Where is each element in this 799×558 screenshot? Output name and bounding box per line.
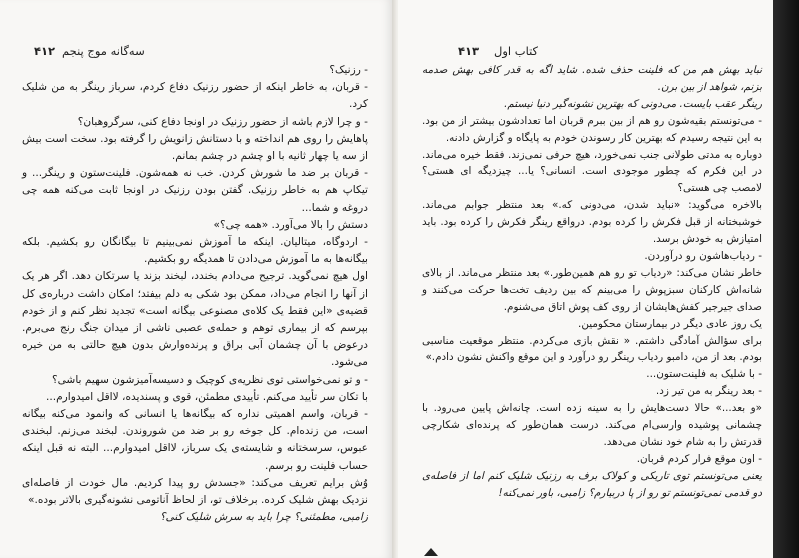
right-page-running-title: کتاب اول bbox=[494, 44, 539, 58]
text-paragraph: - با شلیک به فلینت‌ستون... bbox=[646, 368, 762, 381]
text-paragraph: - قربان، به خاطر اینکه از حضور رزنیک دفاع کردم، سرباز رینگر به من شلیک کرد. bbox=[22, 81, 368, 111]
text-paragraph: «و بعد...» حالا دست‌هایش را به سینه زده است. چانه‌اش پایین می‌رود. با چشمانی پوشیده وارسی‌ام می‌کند. درست همان‌طور که پرنده‌ای شکارچی قدرتش را به شام خود نشان می‌دهد. bbox=[422, 402, 762, 448]
ink-mark bbox=[424, 548, 438, 556]
text-paragraph: - اون موقع فرار کردم قربان. bbox=[636, 452, 762, 465]
text-paragraph: - قربان، واسم اهمیتی نداره که بیگانه‌ها یا انسانی که وانمود می‌کنه بیگانه است، من زنده‌ام. کل جوخه رو بر ضد من شوروندن. لبخند می‌زنم. لبخندی عبوس، سرسختانه و شایسته‌ی یک سرباز، لااقل امیدوارم... البته نه قبل اینکه حساب فلینت رو برسم. bbox=[22, 408, 368, 472]
text-paragraph: زامبی، مطمئنی؟ چرا باید به سرش شلیک کنی؟ bbox=[159, 511, 368, 524]
right-book-page bbox=[398, 0, 773, 558]
left-page-text bbox=[22, 62, 368, 526]
text-paragraph: - رزنیک؟ bbox=[329, 64, 368, 76]
text-paragraph: دستش را بالا می‌آورد. «همه چی؟» bbox=[213, 218, 368, 231]
text-paragraph: یعنی می‌تونستم توی تاریکی و کولاک برف به رزنیک شلیک کنم اما از فاصله‌ی دو قدمی نمی‌تونستم تو رو از پا دربیارم؟ زامبی، باور نمی‌کنه! bbox=[422, 469, 762, 499]
text-paragraph: یک روز عادی دیگر در بیمارستان محکومین. bbox=[578, 317, 762, 330]
text-paragraph: دوباره به مدتی طولانی جنب نمی‌خورد، هیچ حرفی نمی‌زند. فقط خیره می‌ماند. در این فکرم که چطور موجودی است. انسانی؟ یا... چیزدیگه ای هستی؟ لامصب چی هستی؟ bbox=[422, 148, 762, 195]
text-paragraph: وُش برایم تعریف می‌کند: «جسدش رو پیدا کردیم. مال خودت از فاصله‌ای نزدیک بهش شلیک کرده. برخلاف تو، از لحاظ آناتومی نشونه‌گیری بالاتر بوده.» bbox=[22, 476, 368, 507]
text-paragraph: بالاخره می‌گوید: «نباید شدن، می‌دونی که.» بعد منتظر جوابم می‌ماند. خوشبختانه از قبل فکرش را کرده بودم. درواقع رینگر فکرش را کرده بود. باید امتیازش به خودش برسد. bbox=[422, 199, 762, 246]
text-paragraph: با تکان سر تأیید می‌کنم. تأییدی مطمئن، قوی و پسندیده، لااقل امیدوارم... bbox=[46, 390, 368, 403]
text-paragraph: پاهایش را روی هم انداخته و با دستانش زانویش را گرفته بود. سخت است بیش از سه یا چهار ثانیه با او چشم در چشم بمانم. bbox=[22, 132, 368, 163]
right-page-text bbox=[422, 62, 762, 502]
text-paragraph: - و چرا لازم باشه از حضور رزنیک در اونجا دفاع کنی، سرگروهبان؟ bbox=[77, 115, 368, 128]
text-paragraph: رینگر عقب بایست. می‌دونی که بهترین نشونه‌گیر دنیا نیستم. bbox=[504, 97, 762, 110]
left-page-running-title: سه‌گانه موج پنجم bbox=[62, 44, 145, 58]
text-paragraph: - بعد رینگر به من تیر زد. bbox=[655, 385, 762, 398]
left-page-header bbox=[0, 44, 392, 62]
text-paragraph: اول هیچ نمی‌گوید. ترجیح می‌دادم بخندد، لبخند بزند یا سرتکان دهد. اگر هر یک از آنها را انجام می‌داد، ممکن بود شکی به دلم بیفتد؛ امکان داشت درباره‌ی کل قضیه‌ی «این فقط یک کلاه‌ی مصنوعی بیگانه است» تجدید نظر کنم و از خودم بپرسم که از بیماری توهم و حمله‌ی عصبی ناشی از میدان جنگ رنج می‌برم. درعوض با آن چشمان آبی براق و پرنده‌وارش بدون هیچ حالتی به من خیره می‌شود. bbox=[22, 270, 368, 369]
text-paragraph: - ردیاب‌هاشون رو درآوردن. bbox=[644, 249, 762, 262]
right-page-header bbox=[398, 44, 773, 62]
text-paragraph: نباید بهش‌ هم من که فلینت حذف شده. شاید اگه به قدر کافی بهش صدمه بزنم، شواهد از بین برن. bbox=[422, 64, 762, 93]
text-paragraph: برای سؤالش آمادگی داشتم. « نقش بازی می‌کردم. منتظر موقعیت مناسبی بودم. بعد از من، دامبو ردیاب رینگر رو درآورد و این موقع واکنش نشون دادم.» bbox=[422, 334, 762, 364]
text-paragraph: - قربان بر ضد ما شورش کردن. خب نه همه‌شون. فلینت‌ستون و رینگر... و تیکاپ هم به خاطر رزنیک. گفتن بودن رزنیک در اونجا ثابت می‌کنه همه چی دروغه و شما... bbox=[22, 167, 368, 214]
text-paragraph: - می‌تونستم بقیه‌شون رو هم از بین ببرم قربان اما تعدادشون بیشتر از من بود. به این نتیجه رسیدم که بهترین کار رسوندن خودم به پایگاه و گزارش دادنه. bbox=[422, 114, 762, 144]
scan-dark-edge bbox=[773, 0, 799, 558]
left-page-number: ۴۱۲ bbox=[34, 44, 56, 58]
text-paragraph: - اردوگاه، میتالیان. اینکه ما آموزش نمی‌بینیم تا بیگانگان رو بکشیم. بلکه بیگانه‌ها به ما آموزش می‌دادن تا همدیگه رو بکشیم. bbox=[22, 236, 368, 266]
right-page-number: ۴۱۳ bbox=[458, 44, 480, 58]
text-paragraph: - و تو نمی‌خواستی توی نظریه‌ی کوچیک و دسیسه‌آمیزشون سهیم باشی؟ bbox=[51, 373, 368, 386]
text-paragraph: خاطر نشان می‌کند: «ردیاب تو رو هم همین‌طور.» بعد منتظر می‌ماند. از بالای شانه‌اش کارکنان سبزپوش را می‌بینم که بین ردیف تخت‌ها حرکت می‌کنند و صدای جیرجیر کفش‌هایشان از روی کف پوش اتاق می‌شنوم. bbox=[422, 266, 762, 313]
left-book-page bbox=[0, 0, 392, 558]
